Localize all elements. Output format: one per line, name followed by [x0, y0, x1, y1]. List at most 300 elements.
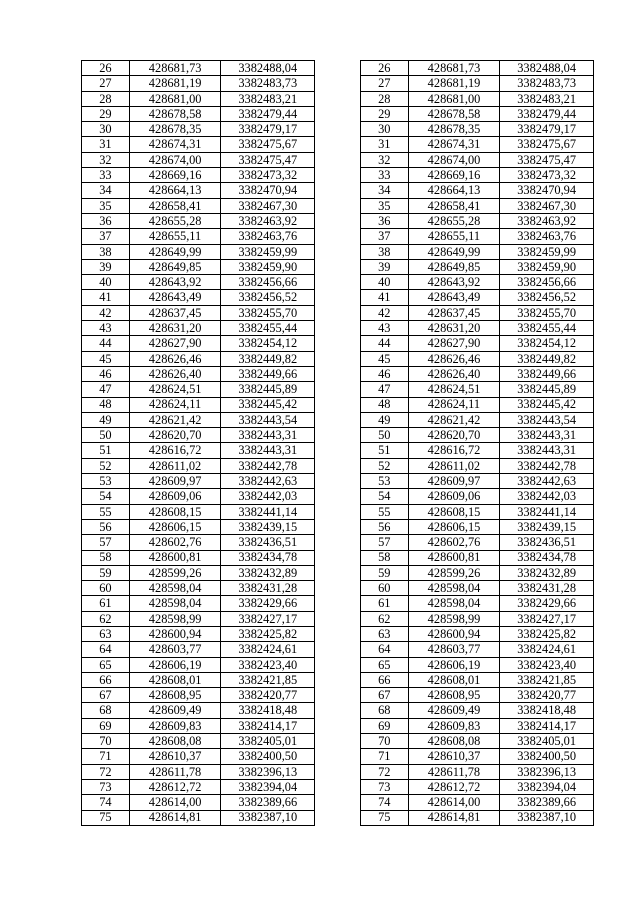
- right-y-coordinate-cell: 3382424,61: [500, 642, 594, 657]
- left-point-number-cell: 59: [82, 565, 130, 580]
- left-y-coordinate-cell: 3382389,66: [221, 795, 315, 810]
- right-point-number-cell: 30: [360, 122, 408, 137]
- table-row: [82, 152, 594, 167]
- left-y-coordinate-cell: 3382432,89: [221, 565, 315, 580]
- right-y-coordinate-cell: 3382442,03: [500, 489, 594, 504]
- right-point-number-cell: 65: [360, 657, 408, 672]
- right-y-coordinate-cell: 3382475,67: [500, 137, 594, 152]
- left-y-coordinate-cell: 3382459,99: [221, 244, 315, 259]
- left-point-number-cell: 51: [82, 443, 130, 458]
- left-point-number-cell: 52: [82, 458, 130, 473]
- table-row: [82, 259, 594, 274]
- right-y-coordinate-cell: 3382470,94: [500, 183, 594, 198]
- right-point-number-cell: 73: [360, 779, 408, 794]
- table-row: [82, 412, 594, 427]
- table-row: [82, 718, 594, 733]
- left-y-coordinate-cell: 3382483,21: [221, 91, 315, 106]
- right-point-number-cell: 27: [360, 76, 408, 91]
- left-x-coordinate-cell: 428600,94: [129, 626, 221, 641]
- left-y-coordinate-cell: 3382405,01: [221, 734, 315, 749]
- column-spacer: [315, 535, 361, 550]
- right-x-coordinate-cell: 428598,04: [408, 596, 500, 611]
- left-point-number-cell: 47: [82, 382, 130, 397]
- left-point-number-cell: 32: [82, 152, 130, 167]
- right-y-coordinate-cell: 3382475,47: [500, 152, 594, 167]
- column-spacer: [315, 305, 361, 320]
- right-point-number-cell: 48: [360, 397, 408, 412]
- right-y-coordinate-cell: 3382483,21: [500, 91, 594, 106]
- table-row: [82, 106, 594, 121]
- column-spacer: [315, 519, 361, 534]
- left-x-coordinate-cell: 428658,41: [129, 198, 221, 213]
- left-point-number-cell: 41: [82, 290, 130, 305]
- left-y-coordinate-cell: 3382456,52: [221, 290, 315, 305]
- right-y-coordinate-cell: 3382443,54: [500, 412, 594, 427]
- right-y-coordinate-cell: 3382456,66: [500, 275, 594, 290]
- left-point-number-cell: 69: [82, 718, 130, 733]
- right-y-coordinate-cell: 3382439,15: [500, 519, 594, 534]
- left-x-coordinate-cell: 428626,46: [129, 351, 221, 366]
- right-point-number-cell: 55: [360, 504, 408, 519]
- table-row: [82, 213, 594, 228]
- left-y-coordinate-cell: 3382434,78: [221, 550, 315, 565]
- right-y-coordinate-cell: 3382455,70: [500, 305, 594, 320]
- table-row: [82, 749, 594, 764]
- right-x-coordinate-cell: 428614,00: [408, 795, 500, 810]
- left-x-coordinate-cell: 428669,16: [129, 168, 221, 183]
- right-y-coordinate-cell: 3382431,28: [500, 581, 594, 596]
- left-y-coordinate-cell: 3382456,66: [221, 275, 315, 290]
- table-row: [82, 366, 594, 381]
- column-spacer: [315, 642, 361, 657]
- right-x-coordinate-cell: 428637,45: [408, 305, 500, 320]
- table-row: [82, 458, 594, 473]
- right-y-coordinate-cell: 3382427,17: [500, 611, 594, 626]
- left-point-number-cell: 48: [82, 397, 130, 412]
- right-x-coordinate-cell: 428609,83: [408, 718, 500, 733]
- column-spacer: [315, 76, 361, 91]
- table-row: [82, 290, 594, 305]
- left-point-number-cell: 31: [82, 137, 130, 152]
- column-spacer: [315, 122, 361, 137]
- left-y-coordinate-cell: 3382420,77: [221, 688, 315, 703]
- right-point-number-cell: 64: [360, 642, 408, 657]
- left-y-coordinate-cell: 3382479,17: [221, 122, 315, 137]
- left-y-coordinate-cell: 3382436,51: [221, 535, 315, 550]
- right-x-coordinate-cell: 428606,15: [408, 519, 500, 534]
- right-x-coordinate-cell: 428624,51: [408, 382, 500, 397]
- table-row: [82, 764, 594, 779]
- left-point-number-cell: 66: [82, 672, 130, 687]
- left-x-coordinate-cell: 428643,49: [129, 290, 221, 305]
- left-x-coordinate-cell: 428624,51: [129, 382, 221, 397]
- left-y-coordinate-cell: 3382443,31: [221, 443, 315, 458]
- right-y-coordinate-cell: 3382400,50: [500, 749, 594, 764]
- right-x-coordinate-cell: 428681,19: [408, 76, 500, 91]
- right-point-number-cell: 66: [360, 672, 408, 687]
- column-spacer: [315, 458, 361, 473]
- right-y-coordinate-cell: 3382454,12: [500, 336, 594, 351]
- left-x-coordinate-cell: 428643,92: [129, 275, 221, 290]
- right-y-coordinate-cell: 3382455,44: [500, 321, 594, 336]
- left-point-number-cell: 34: [82, 183, 130, 198]
- right-point-number-cell: 31: [360, 137, 408, 152]
- right-y-coordinate-cell: 3382445,89: [500, 382, 594, 397]
- table-row: [82, 122, 594, 137]
- coordinates-table: [81, 60, 594, 826]
- table-row: [82, 76, 594, 91]
- right-y-coordinate-cell: 3382423,40: [500, 657, 594, 672]
- left-point-number-cell: 39: [82, 259, 130, 274]
- right-point-number-cell: 58: [360, 550, 408, 565]
- right-y-coordinate-cell: 3382488,04: [500, 61, 594, 76]
- right-y-coordinate-cell: 3382420,77: [500, 688, 594, 703]
- left-point-number-cell: 43: [82, 321, 130, 336]
- left-x-coordinate-cell: 428614,00: [129, 795, 221, 810]
- left-y-coordinate-cell: 3382467,30: [221, 198, 315, 213]
- right-point-number-cell: 40: [360, 275, 408, 290]
- left-x-coordinate-cell: 428608,15: [129, 504, 221, 519]
- left-x-coordinate-cell: 428609,06: [129, 489, 221, 504]
- right-point-number-cell: 33: [360, 168, 408, 183]
- left-x-coordinate-cell: 428627,90: [129, 336, 221, 351]
- right-y-coordinate-cell: 3382449,66: [500, 366, 594, 381]
- left-y-coordinate-cell: 3382396,13: [221, 764, 315, 779]
- right-x-coordinate-cell: 428649,85: [408, 259, 500, 274]
- column-spacer: [315, 749, 361, 764]
- right-point-number-cell: 47: [360, 382, 408, 397]
- left-x-coordinate-cell: 428598,99: [129, 611, 221, 626]
- left-y-coordinate-cell: 3382455,70: [221, 305, 315, 320]
- right-x-coordinate-cell: 428616,72: [408, 443, 500, 458]
- table-row: [82, 382, 594, 397]
- left-point-number-cell: 70: [82, 734, 130, 749]
- right-x-coordinate-cell: 428664,13: [408, 183, 500, 198]
- right-point-number-cell: 46: [360, 366, 408, 381]
- left-y-coordinate-cell: 3382475,47: [221, 152, 315, 167]
- left-x-coordinate-cell: 428616,72: [129, 443, 221, 458]
- right-point-number-cell: 63: [360, 626, 408, 641]
- column-spacer: [315, 183, 361, 198]
- left-y-coordinate-cell: 3382454,12: [221, 336, 315, 351]
- right-x-coordinate-cell: 428602,76: [408, 535, 500, 550]
- right-y-coordinate-cell: 3382441,14: [500, 504, 594, 519]
- right-x-coordinate-cell: 428655,11: [408, 229, 500, 244]
- column-spacer: [315, 412, 361, 427]
- left-point-number-cell: 45: [82, 351, 130, 366]
- table-row: [82, 489, 594, 504]
- table-row: [82, 336, 594, 351]
- left-x-coordinate-cell: 428631,20: [129, 321, 221, 336]
- column-spacer: [315, 657, 361, 672]
- left-x-coordinate-cell: 428608,08: [129, 734, 221, 749]
- table-row: [82, 596, 594, 611]
- left-x-coordinate-cell: 428678,58: [129, 106, 221, 121]
- right-x-coordinate-cell: 428655,28: [408, 213, 500, 228]
- left-y-coordinate-cell: 3382421,85: [221, 672, 315, 687]
- right-x-coordinate-cell: 428610,37: [408, 749, 500, 764]
- left-point-number-cell: 28: [82, 91, 130, 106]
- left-point-number-cell: 62: [82, 611, 130, 626]
- left-x-coordinate-cell: 428681,19: [129, 76, 221, 91]
- right-y-coordinate-cell: 3382396,13: [500, 764, 594, 779]
- right-y-coordinate-cell: 3382445,42: [500, 397, 594, 412]
- right-point-number-cell: 39: [360, 259, 408, 274]
- right-y-coordinate-cell: 3382473,32: [500, 168, 594, 183]
- column-spacer: [315, 168, 361, 183]
- column-spacer: [315, 290, 361, 305]
- left-point-number-cell: 40: [82, 275, 130, 290]
- right-y-coordinate-cell: 3382479,17: [500, 122, 594, 137]
- left-x-coordinate-cell: 428614,81: [129, 810, 221, 825]
- table-row: [82, 244, 594, 259]
- left-y-coordinate-cell: 3382439,15: [221, 519, 315, 534]
- column-spacer: [315, 61, 361, 76]
- left-point-number-cell: 33: [82, 168, 130, 183]
- left-point-number-cell: 75: [82, 810, 130, 825]
- left-x-coordinate-cell: 428681,00: [129, 91, 221, 106]
- left-point-number-cell: 49: [82, 412, 130, 427]
- left-y-coordinate-cell: 3382442,78: [221, 458, 315, 473]
- left-point-number-cell: 58: [82, 550, 130, 565]
- table-row: [82, 550, 594, 565]
- right-point-number-cell: 59: [360, 565, 408, 580]
- right-x-coordinate-cell: 428627,90: [408, 336, 500, 351]
- left-point-number-cell: 53: [82, 474, 130, 489]
- right-x-coordinate-cell: 428674,31: [408, 137, 500, 152]
- table-row: [82, 703, 594, 718]
- column-spacer: [315, 596, 361, 611]
- column-spacer: [315, 474, 361, 489]
- right-x-coordinate-cell: 428608,01: [408, 672, 500, 687]
- column-spacer: [315, 213, 361, 228]
- table-row: [82, 565, 594, 580]
- left-x-coordinate-cell: 428637,45: [129, 305, 221, 320]
- right-x-coordinate-cell: 428674,00: [408, 152, 500, 167]
- left-y-coordinate-cell: 3382455,44: [221, 321, 315, 336]
- left-x-coordinate-cell: 428609,83: [129, 718, 221, 733]
- left-y-coordinate-cell: 3382429,66: [221, 596, 315, 611]
- right-point-number-cell: 57: [360, 535, 408, 550]
- right-point-number-cell: 28: [360, 91, 408, 106]
- table-row: [82, 672, 594, 687]
- table-row: [82, 91, 594, 106]
- left-x-coordinate-cell: 428611,02: [129, 458, 221, 473]
- left-x-coordinate-cell: 428610,37: [129, 749, 221, 764]
- left-point-number-cell: 37: [82, 229, 130, 244]
- left-y-coordinate-cell: 3382445,42: [221, 397, 315, 412]
- right-x-coordinate-cell: 428609,49: [408, 703, 500, 718]
- table-row: [82, 535, 594, 550]
- right-point-number-cell: 67: [360, 688, 408, 703]
- left-point-number-cell: 29: [82, 106, 130, 121]
- left-point-number-cell: 35: [82, 198, 130, 213]
- left-point-number-cell: 38: [82, 244, 130, 259]
- right-point-number-cell: 51: [360, 443, 408, 458]
- column-spacer: [315, 764, 361, 779]
- left-point-number-cell: 36: [82, 213, 130, 228]
- left-point-number-cell: 65: [82, 657, 130, 672]
- column-spacer: [315, 229, 361, 244]
- left-x-coordinate-cell: 428609,97: [129, 474, 221, 489]
- left-x-coordinate-cell: 428612,72: [129, 779, 221, 794]
- right-x-coordinate-cell: 428643,92: [408, 275, 500, 290]
- left-y-coordinate-cell: 3382423,40: [221, 657, 315, 672]
- right-x-coordinate-cell: 428606,19: [408, 657, 500, 672]
- table-row: [82, 61, 594, 76]
- right-point-number-cell: 74: [360, 795, 408, 810]
- right-point-number-cell: 49: [360, 412, 408, 427]
- table-row: [82, 657, 594, 672]
- right-x-coordinate-cell: 428678,35: [408, 122, 500, 137]
- right-point-number-cell: 34: [360, 183, 408, 198]
- right-x-coordinate-cell: 428608,15: [408, 504, 500, 519]
- table-row: [82, 626, 594, 641]
- column-spacer: [315, 152, 361, 167]
- left-x-coordinate-cell: 428624,11: [129, 397, 221, 412]
- right-point-number-cell: 44: [360, 336, 408, 351]
- left-point-number-cell: 56: [82, 519, 130, 534]
- table-row: [82, 642, 594, 657]
- table-row: [82, 168, 594, 183]
- left-x-coordinate-cell: 428606,19: [129, 657, 221, 672]
- left-y-coordinate-cell: 3382459,90: [221, 259, 315, 274]
- table-row: [82, 397, 594, 412]
- left-x-coordinate-cell: 428620,70: [129, 428, 221, 443]
- left-point-number-cell: 54: [82, 489, 130, 504]
- right-point-number-cell: 75: [360, 810, 408, 825]
- right-point-number-cell: 50: [360, 428, 408, 443]
- column-spacer: [315, 106, 361, 121]
- left-point-number-cell: 68: [82, 703, 130, 718]
- left-y-coordinate-cell: 3382473,32: [221, 168, 315, 183]
- right-point-number-cell: 68: [360, 703, 408, 718]
- left-x-coordinate-cell: 428598,04: [129, 596, 221, 611]
- left-y-coordinate-cell: 3382443,54: [221, 412, 315, 427]
- left-y-coordinate-cell: 3382470,94: [221, 183, 315, 198]
- right-x-coordinate-cell: 428658,41: [408, 198, 500, 213]
- right-y-coordinate-cell: 3382463,92: [500, 213, 594, 228]
- right-x-coordinate-cell: 428631,20: [408, 321, 500, 336]
- column-spacer: [315, 259, 361, 274]
- left-y-coordinate-cell: 3382427,17: [221, 611, 315, 626]
- table-row: [82, 795, 594, 810]
- right-x-coordinate-cell: 428681,73: [408, 61, 500, 76]
- left-point-number-cell: 60: [82, 581, 130, 596]
- table-row: [82, 137, 594, 152]
- table-row: [82, 474, 594, 489]
- left-point-number-cell: 30: [82, 122, 130, 137]
- column-spacer: [315, 397, 361, 412]
- coordinates-table-body: [82, 61, 594, 826]
- left-x-coordinate-cell: 428678,35: [129, 122, 221, 137]
- right-x-coordinate-cell: 428649,99: [408, 244, 500, 259]
- left-y-coordinate-cell: 3382424,61: [221, 642, 315, 657]
- left-point-number-cell: 61: [82, 596, 130, 611]
- left-y-coordinate-cell: 3382387,10: [221, 810, 315, 825]
- right-point-number-cell: 54: [360, 489, 408, 504]
- left-y-coordinate-cell: 3382414,17: [221, 718, 315, 733]
- right-y-coordinate-cell: 3382483,73: [500, 76, 594, 91]
- left-point-number-cell: 67: [82, 688, 130, 703]
- column-spacer: [315, 611, 361, 626]
- column-spacer: [315, 734, 361, 749]
- right-point-number-cell: 62: [360, 611, 408, 626]
- right-x-coordinate-cell: 428620,70: [408, 428, 500, 443]
- right-x-coordinate-cell: 428614,81: [408, 810, 500, 825]
- table-row: [82, 504, 594, 519]
- left-x-coordinate-cell: 428609,49: [129, 703, 221, 718]
- left-point-number-cell: 72: [82, 764, 130, 779]
- left-y-coordinate-cell: 3382475,67: [221, 137, 315, 152]
- column-spacer: [315, 443, 361, 458]
- left-y-coordinate-cell: 3382483,73: [221, 76, 315, 91]
- column-spacer: [315, 581, 361, 596]
- right-y-coordinate-cell: 3382443,31: [500, 443, 594, 458]
- right-x-coordinate-cell: 428598,04: [408, 581, 500, 596]
- column-spacer: [315, 565, 361, 580]
- left-point-number-cell: 57: [82, 535, 130, 550]
- table-row: [82, 581, 594, 596]
- left-point-number-cell: 46: [82, 366, 130, 381]
- column-spacer: [315, 718, 361, 733]
- table-row: [82, 779, 594, 794]
- column-spacer: [315, 137, 361, 152]
- column-spacer: [315, 504, 361, 519]
- column-spacer: [315, 779, 361, 794]
- left-x-coordinate-cell: 428674,00: [129, 152, 221, 167]
- left-point-number-cell: 74: [82, 795, 130, 810]
- left-x-coordinate-cell: 428602,76: [129, 535, 221, 550]
- left-x-coordinate-cell: 428603,77: [129, 642, 221, 657]
- left-y-coordinate-cell: 3382449,66: [221, 366, 315, 381]
- right-x-coordinate-cell: 428643,49: [408, 290, 500, 305]
- right-x-coordinate-cell: 428600,81: [408, 550, 500, 565]
- right-y-coordinate-cell: 3382432,89: [500, 565, 594, 580]
- right-y-coordinate-cell: 3382467,30: [500, 198, 594, 213]
- left-point-number-cell: 63: [82, 626, 130, 641]
- left-x-coordinate-cell: 428600,81: [129, 550, 221, 565]
- right-x-coordinate-cell: 428603,77: [408, 642, 500, 657]
- left-y-coordinate-cell: 3382463,76: [221, 229, 315, 244]
- column-spacer: [315, 244, 361, 259]
- left-point-number-cell: 71: [82, 749, 130, 764]
- right-point-number-cell: 53: [360, 474, 408, 489]
- table-row: [82, 443, 594, 458]
- right-point-number-cell: 56: [360, 519, 408, 534]
- table-row: [82, 519, 594, 534]
- left-x-coordinate-cell: 428606,15: [129, 519, 221, 534]
- left-x-coordinate-cell: 428681,73: [129, 61, 221, 76]
- right-y-coordinate-cell: 3382443,31: [500, 428, 594, 443]
- right-point-number-cell: 45: [360, 351, 408, 366]
- right-y-coordinate-cell: 3382429,66: [500, 596, 594, 611]
- right-x-coordinate-cell: 428609,97: [408, 474, 500, 489]
- column-spacer: [315, 198, 361, 213]
- table-row: [82, 198, 594, 213]
- right-point-number-cell: 26: [360, 61, 408, 76]
- left-x-coordinate-cell: 428598,04: [129, 581, 221, 596]
- right-y-coordinate-cell: 3382459,99: [500, 244, 594, 259]
- right-point-number-cell: 32: [360, 152, 408, 167]
- column-spacer: [315, 336, 361, 351]
- right-y-coordinate-cell: 3382479,44: [500, 106, 594, 121]
- right-x-coordinate-cell: 428608,08: [408, 734, 500, 749]
- right-y-coordinate-cell: 3382436,51: [500, 535, 594, 550]
- right-y-coordinate-cell: 3382414,17: [500, 718, 594, 733]
- right-point-number-cell: 43: [360, 321, 408, 336]
- column-spacer: [315, 366, 361, 381]
